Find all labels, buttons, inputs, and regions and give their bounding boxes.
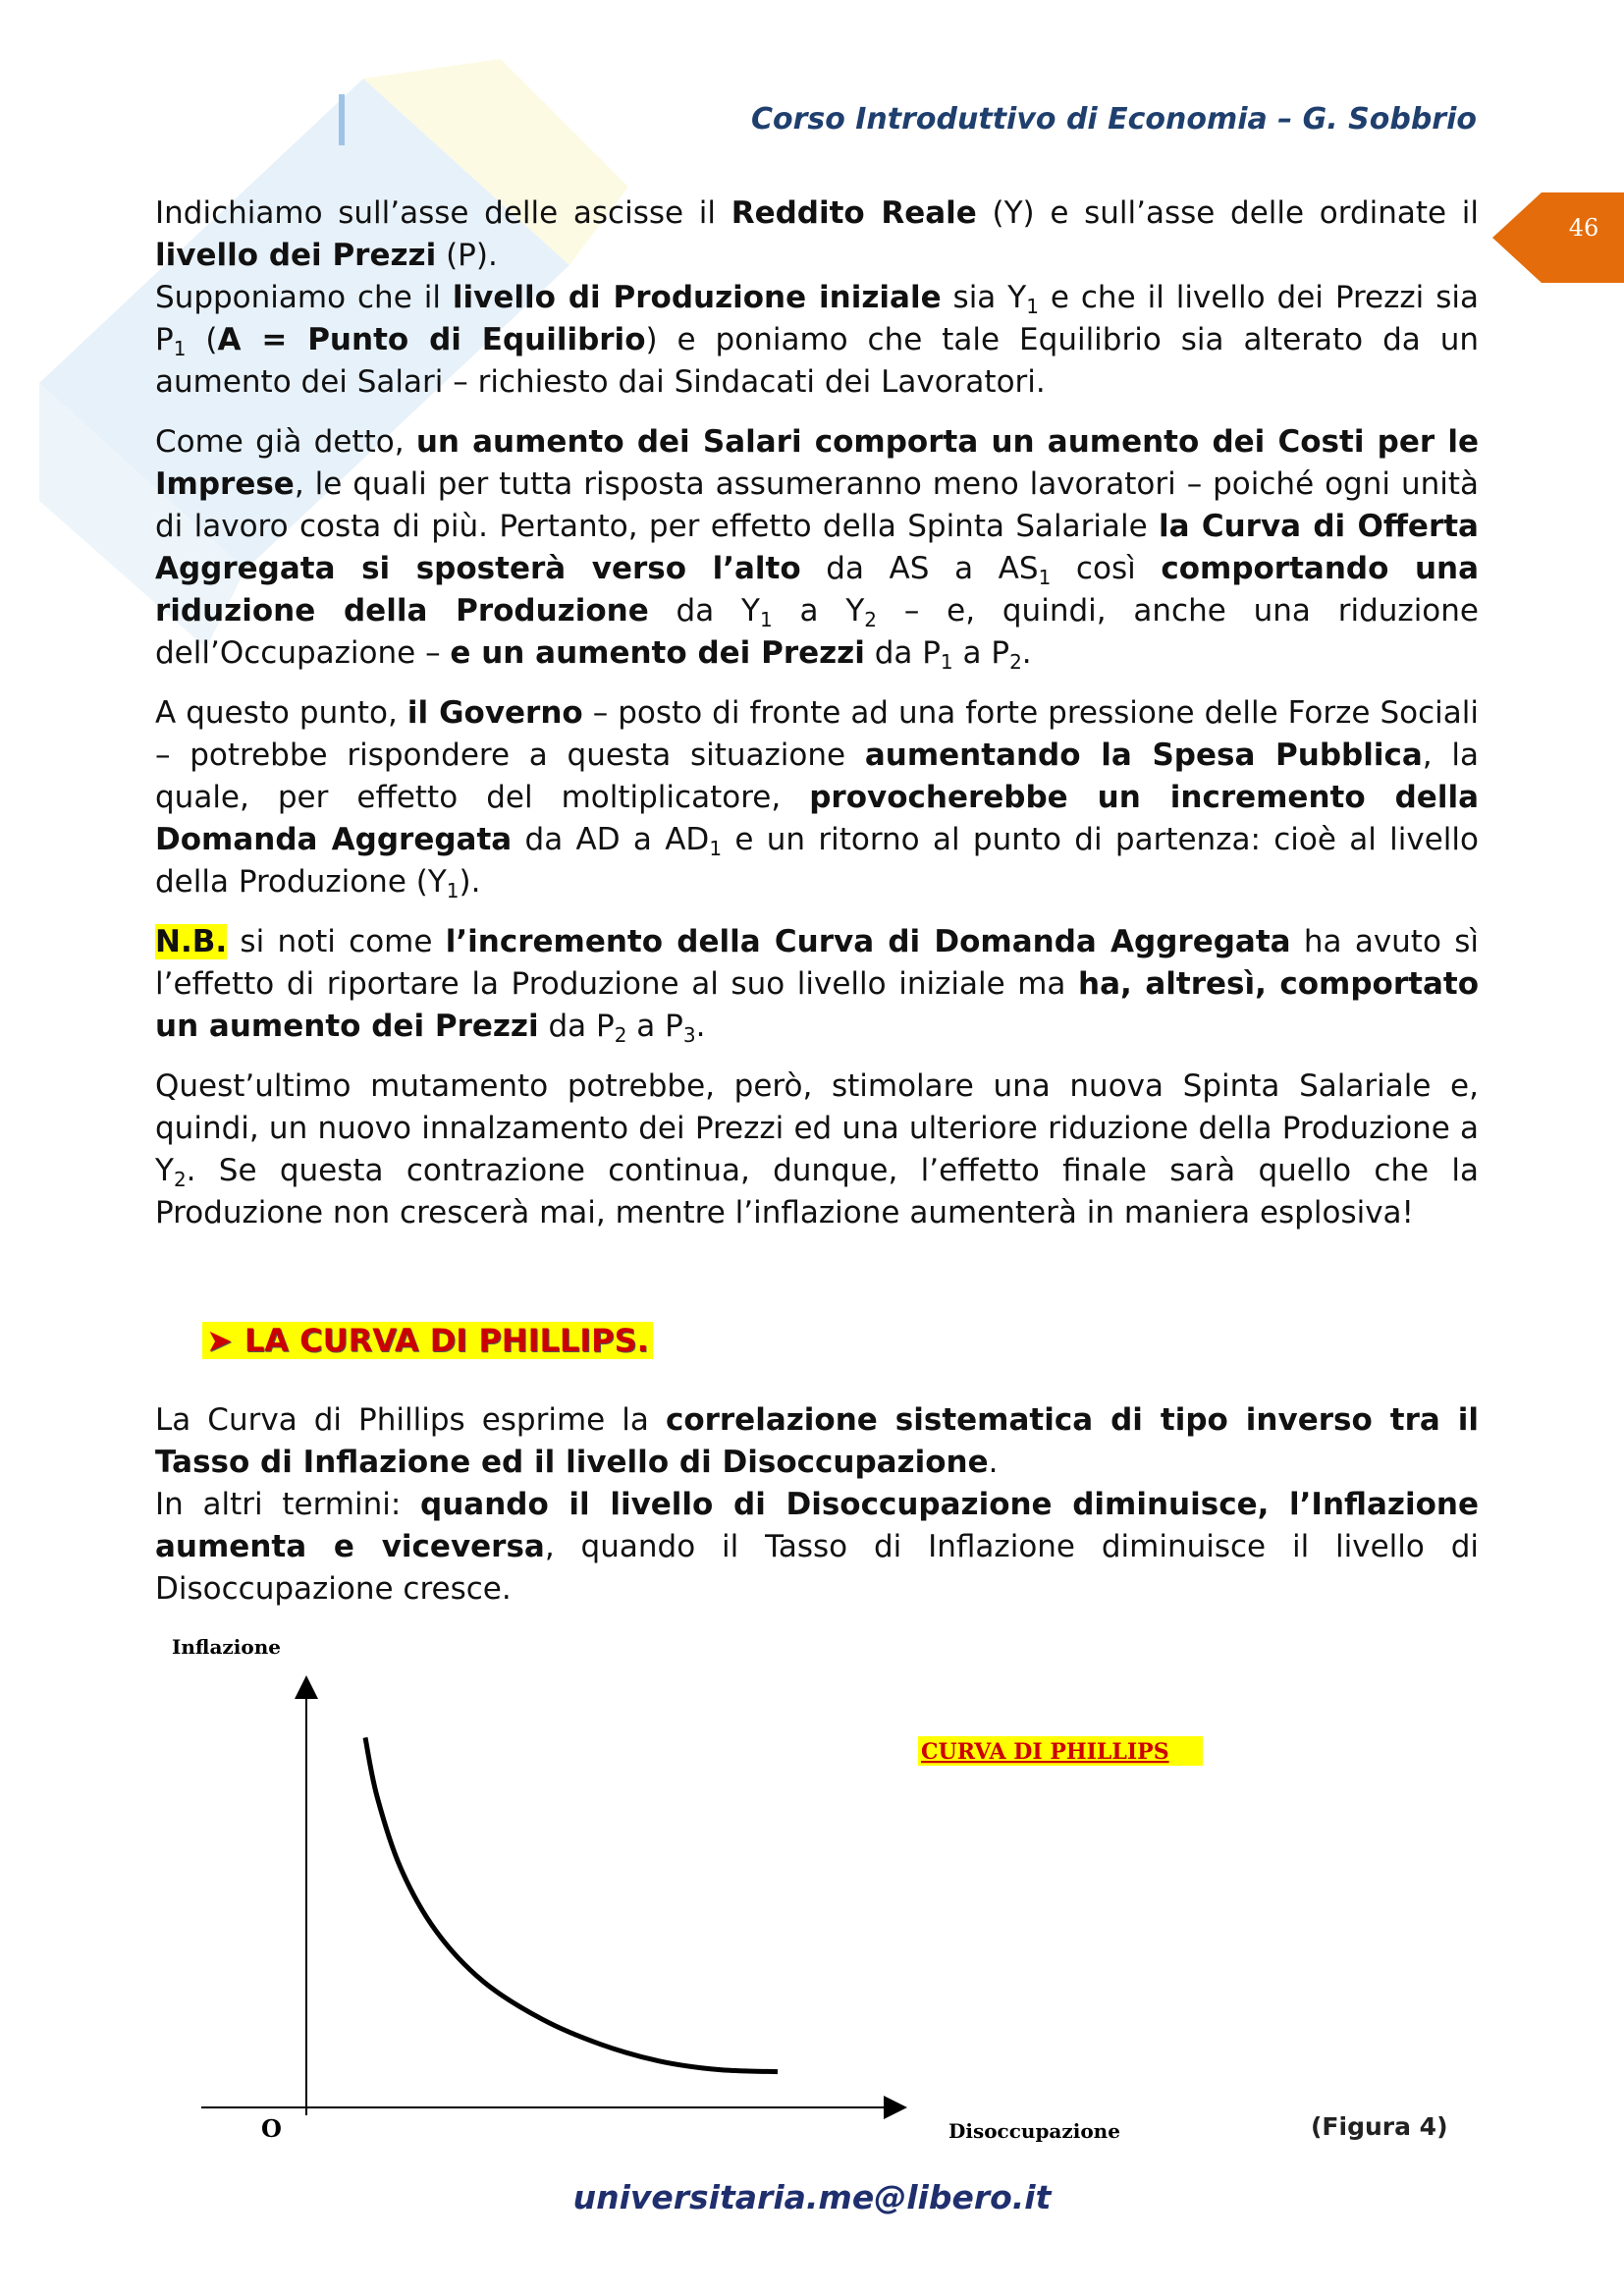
arrow-bullet-icon: ➤ — [206, 1322, 233, 1359]
header-accent-bar — [339, 94, 345, 145]
x-axis-label: Disoccupazione — [948, 2119, 1120, 2143]
paragraph-nb: N.B. si noti come l’incremento della Curva di Domanda Aggregata ha avuto sì l’effetto di riportare la Produzione al suo livello iniziale ma ha, altresì, comportato un aumento dei Prezzi da $P_2$ a $P_3$. — [155, 924, 1479, 1047]
paragraph-equilibrium: Supponiamo che il livello di Produzione iniziale sia $Y_1$ e che il livello dei Prezzi sia $P_1$ (A = Punto di Equilibrio) e poniamo che tale Equilibrio sia alterato da un aumento dei Salari – richiesto dai Sindacati dei Lavoratori. — [155, 280, 1480, 400]
figure-caption: (Figura 4) — [1311, 2112, 1448, 2141]
footer-email: universitaria.me@libero.it — [572, 2178, 1052, 2216]
origin-label: O — [261, 2114, 282, 2143]
chart-title: CURVA DI PHILLIPS — [921, 1739, 1169, 1765]
page-number-tab — [1492, 192, 1624, 283]
phillips-curve-line — [365, 1737, 778, 2071]
main-text — [155, 192, 1479, 1234]
paragraph-inverse-relation: In altri termini: quando il livello di Disoccupazione diminuisce, l’Inflazione aumenta e viceversa, quando il Tasso di Inflazione diminuisce il livello di Disoccupazione cresce. — [155, 1487, 1480, 1607]
phillips-text — [155, 1399, 1479, 1611]
paragraph-axes: Indichiamo sull’asse delle ascisse il Reddito Reale (Y) e sull’asse delle ordinate il livello dei Prezzi (P). — [155, 195, 1480, 273]
paragraph-government: A questo punto, il Governo – posto di fronte ad una forte pressione delle Forze Sociali – potrebbe rispondere a questa situazione aumentando la Spesa Pubblica, la quale, per effetto del moltiplicatore, provocherebbe un incremento della Domanda Aggregata da AD a $AD_1$ e un ritorno al punto di partenza: cioè al livello della Produzione $(Y_1)$. — [155, 695, 1479, 902]
y-axis-label: Inflazione — [172, 1635, 281, 1659]
paragraph-inflation-spiral: Quest’ultimo mutamento potrebbe, però, stimolare una nuova Spinta Salariale e, quindi, un nuovo innalzamento dei Prezzi ed una ulteriore riduzione della Produzione a $Y_2$. Se questa contrazione continua, dunque, l’effetto finale sarà quello che la Produzione non crescerà mai, mentre l’inflazione aumenterà in maniera esplosiva! — [155, 1068, 1479, 1230]
paragraph-wage-push: Come già detto, un aumento dei Salari comporta un aumento dei Costi per le Imprese, le quali per tutta risposta assumeranno meno lavoratori – poiché ogni unità di lavoro costa di più. Pertanto, per effetto della Spinta Salariale la Curva di Offerta Aggregata si sposterà verso l’alto da AS a $AS_1$ così comportando una riduzione della Produzione da $Y_1$ a $Y_2$ – e, quindi, anche una riduzione dell’Occupazione – e un aumento dei Prezzi da $P_1$ a $P_2$. — [155, 424, 1480, 674]
nb-highlight: N.B. — [155, 924, 228, 959]
page-number: 46 — [1568, 214, 1599, 242]
running-header: Corso Introduttivo di Economia – G. Sobbrio — [750, 102, 1477, 137]
paragraph-definition: La Curva di Phillips esprime la correlazione sistematica di tipo inverso tra il Tasso di Inflazione ed il livello di Disoccupazione. — [155, 1402, 1479, 1480]
phillips-curve-chart — [157, 1626, 1512, 2176]
section-heading: ➤ LA CURVA DI PHILLIPS. — [202, 1322, 653, 1359]
